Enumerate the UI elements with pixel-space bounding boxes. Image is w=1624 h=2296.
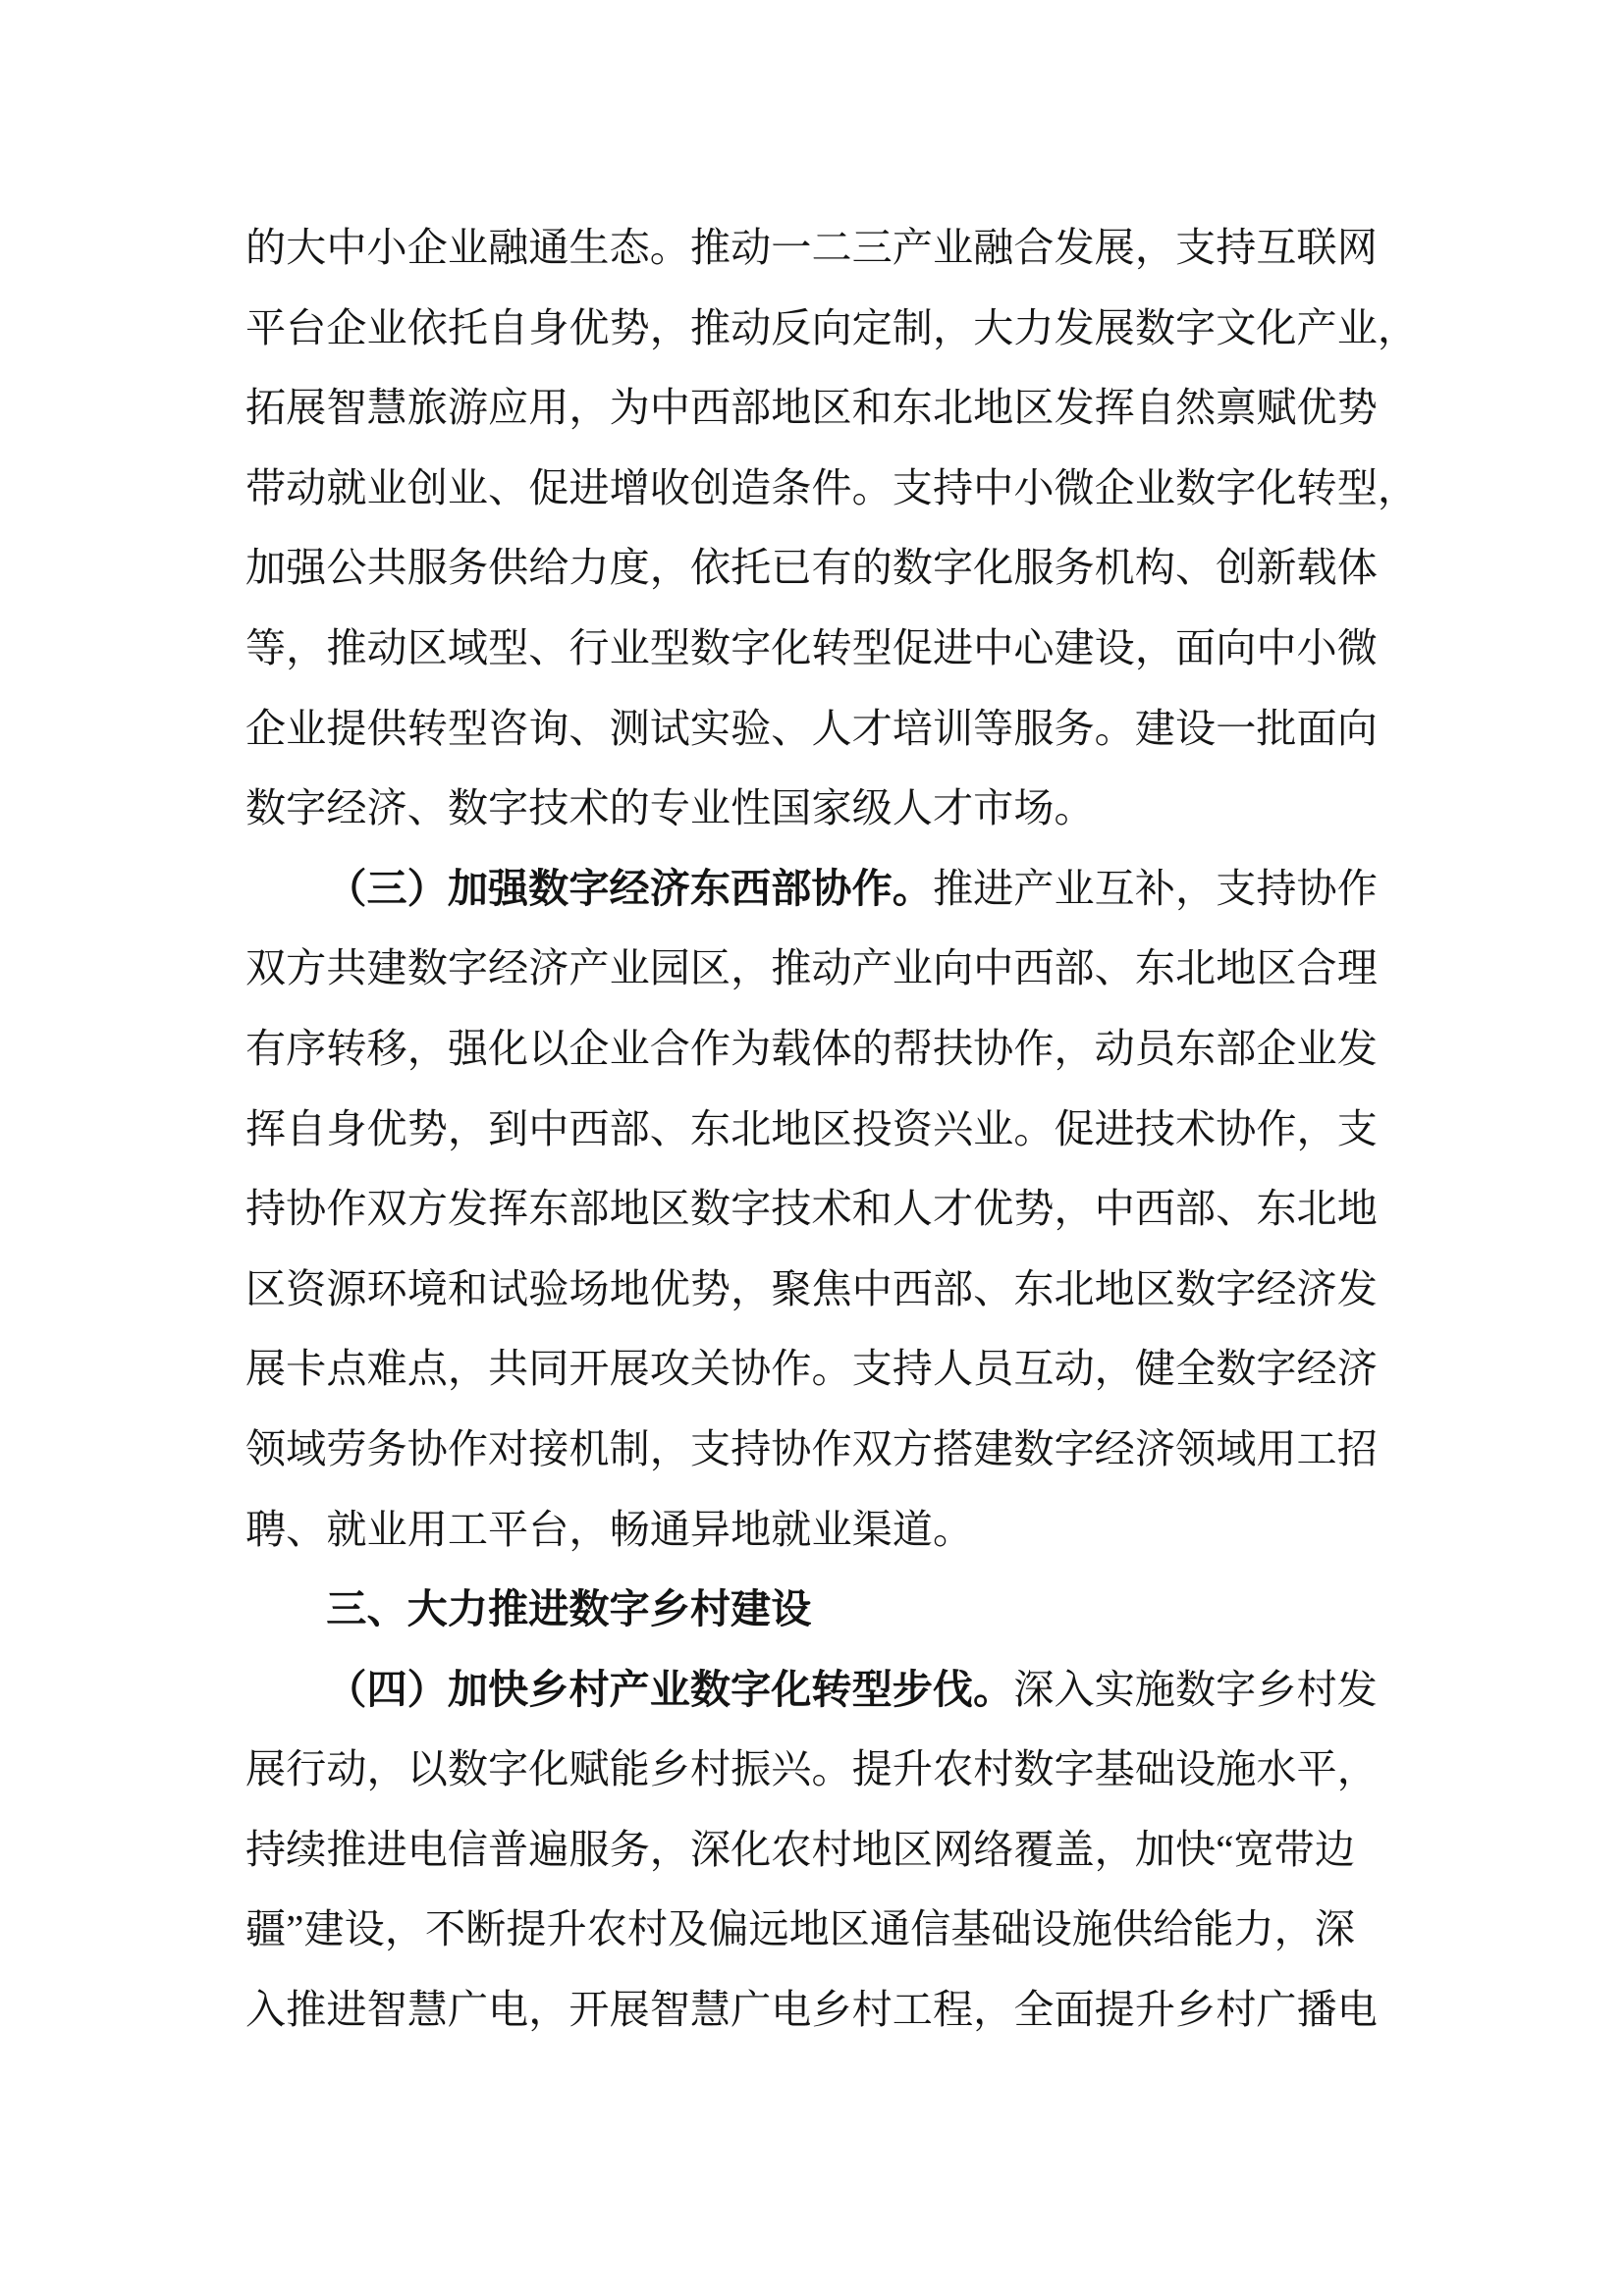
text-segment: 区资源环境和试验场地优势，聚焦中西部、东北地区数字经济发 [245,1265,1378,1311]
text-segment: 持续推进电信普遍服务，深化农村地区网络覆盖，加快“宽带边 [245,1826,1356,1872]
text-segment: 展卡点难点，共同开展攻关协作。支持人员互动，健全数字经济 [245,1346,1378,1392]
text-line [245,368,1377,449]
text-line [245,1090,1377,1170]
text-segment: 企业提供转型咨询、测试实验、人才培训等服务。建设一批面向 [245,705,1378,751]
section-heading [245,1570,1377,1650]
text-line [245,849,1377,930]
text-line [245,689,1377,770]
text-segment: 展行动，以数字化赋能乡村振兴。提升农村数字基础设施水平， [245,1746,1378,1792]
text-line [245,1169,1377,1250]
text-line [245,528,1377,609]
text-line [245,1009,1377,1090]
text-line [245,609,1377,689]
text-line [245,1329,1377,1410]
text-segment: 平台企业依托自身优势，推动反向定制，大力发展数字文化产业， [245,304,1419,350]
text-line [245,1730,1377,1810]
text-segment: 聘、就业用工平台，畅通异地就业渠道。 [245,1506,974,1552]
text-segment: 挥自身优势，到中西部、东北地区投资兴业。促进技术协作，支 [245,1105,1378,1151]
text-segment: 深入实施数字乡村发 [1013,1666,1378,1712]
text-segment: 持协作双方发挥东部地区数字技术和人才优势，中西部、东北地 [245,1186,1378,1232]
text-segment: 入推进智慧广电，开展智慧广电乡村工程，全面提升乡村广播电 [245,1987,1378,2033]
text-line [245,1650,1377,1731]
bold-text-segment: （三）加强数字经济东西部协作。 [326,865,933,911]
text-segment: 双方共建数字经济产业园区，推动产业向中西部、东北地区合理 [245,945,1378,991]
bold-text-segment: （四）加快乡村产业数字化转型步伐。 [326,1666,1014,1712]
text-segment: 等，推动区域型、行业型数字化转型促进中心建设，面向中小微 [245,624,1378,670]
text-segment: 数字经济、数字技术的专业性国家级人才市场。 [245,785,1095,831]
text-line [245,769,1377,849]
text-line [245,929,1377,1009]
bold-text-segment: 三、大力推进数字乡村建设 [326,1586,812,1632]
text-segment: 推进产业互补，支持协作 [932,865,1378,911]
text-line [245,1970,1377,2051]
text-block [245,208,1419,2051]
text-segment: 拓展智慧旅游应用，为中西部地区和东北地区发挥自然禀赋优势 [245,385,1378,431]
text-line [245,1410,1377,1490]
text-line [245,1250,1377,1330]
text-line [245,289,1419,369]
text-segment: 疆”建设，不断提升农村及偏远地区通信基础设施供给能力，深 [245,1906,1356,1952]
text-segment: 带动就业创业、促进增收创造条件。支持中小微企业数字化转型， [245,464,1419,510]
text-segment: 有序转移，强化以企业合作为载体的帮扶协作，动员东部企业发 [245,1025,1378,1071]
text-line [245,1810,1377,1891]
text-line [245,1490,1377,1571]
text-line [245,449,1419,529]
text-segment: 的大中小企业融通生态。推动一二三产业融合发展，支持互联网 [245,225,1378,270]
text-line [245,208,1377,289]
text-line [245,1890,1377,1970]
text-segment: 加强公共服务供给力度，依托已有的数字化服务机构、创新载体 [245,545,1378,591]
text-segment: 领域劳务协作对接机制，支持协作双方搭建数字经济领域用工招 [245,1425,1378,1471]
